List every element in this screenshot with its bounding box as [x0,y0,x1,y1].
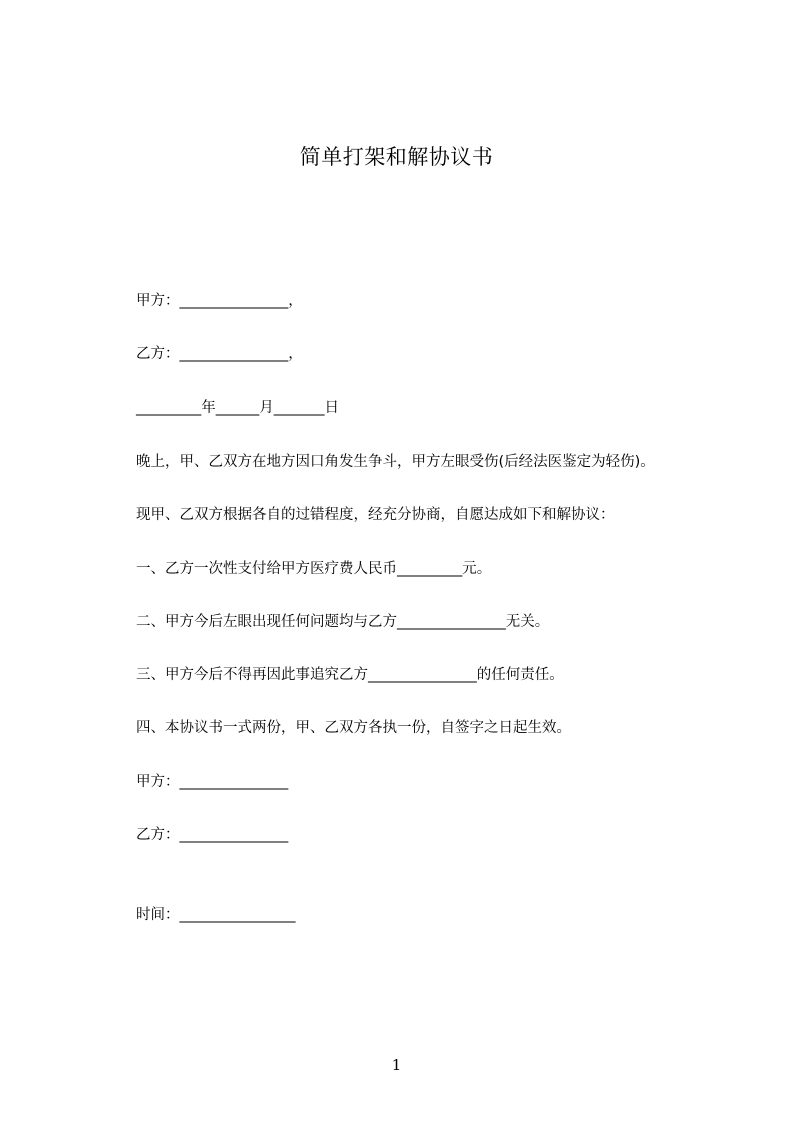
date-line: _________年______月_______日 [136,400,339,416]
clause-one: 一、乙方一次性支付给甲方医疗费人民币_________元。 [136,561,492,577]
clause-four: 四、本协议书一式两份，甲、乙双方各执一份，自签字之日起生效。 [136,720,571,736]
page-number: 1 [391,1056,402,1074]
party-a-line: 甲方：_______________， [136,293,303,309]
incident-paragraph: 晚上，甲、乙双方在地方因口角发生争斗，甲方左眼受伤(后经法医鉴定为轻伤)。 [136,454,655,470]
signature-time-line: 时间：________________ [136,907,296,923]
clause-two: 二、甲方今后左眼出现任何问题均与乙方_______________无关。 [136,614,550,630]
party-b-line: 乙方：_______________， [136,346,303,362]
document-title: 简单打架和解协议书 [299,145,494,169]
party-b-signature-line: 乙方：_______________ [136,827,289,843]
agreement-intro-paragraph: 现甲、乙双方根据各自的过错程度，经充分协商，自愿达成如下和解协议： [136,507,615,523]
party-a-signature-line: 甲方：_______________ [136,774,289,790]
clause-three: 三、甲方今后不得再因此事追究乙方_______________的任何责任。 [136,667,564,683]
